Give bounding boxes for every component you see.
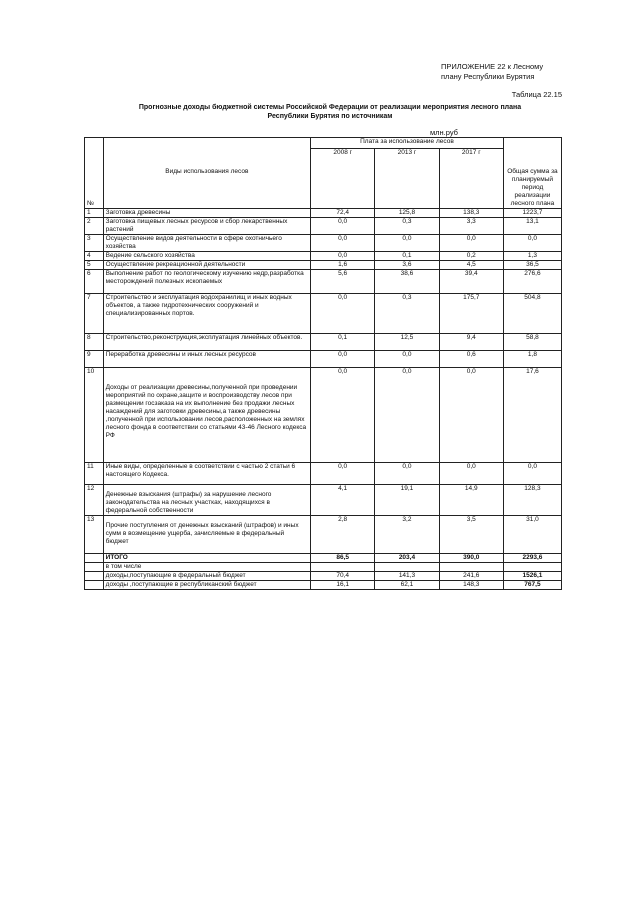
table-row: [85, 485, 562, 516]
empty-cell: [375, 563, 439, 572]
header-total: Общая сумма за планируемый период реализации лесного плана: [503, 138, 561, 209]
title-line-2: Республики Бурятия по источникам: [267, 113, 393, 120]
row-number: 1: [85, 209, 104, 218]
row-name: Денежные взыскания (штрафы) за нарушение лесного законодательства на лесных участках, находящихся в федеральной собственности: [103, 485, 310, 516]
row-value-2013: 12,5: [375, 334, 439, 351]
table-row: [85, 334, 562, 351]
row-value-total: 276,6: [503, 270, 561, 294]
row-value-2017: 0,0: [439, 368, 503, 463]
row-name: Доходы от реализации древесины,полученной при проведении мероприятий по охране,защите и воспроизводству лесов при размещении госзаказа на их выполнение без продажи лесных насаждений для заготовки древесины,а также древесины ,полученной при использовании лесов,расположенных на землях лесного фонда в соответствии со статьями 43-46 Лесного кодекса РФ: [103, 368, 310, 463]
row-name: Заготовка пищевых лесных ресурсов и сбор лекарственных растений: [103, 218, 310, 235]
row-value-2017: 0,0: [439, 235, 503, 252]
row-value-2008: 2,8: [311, 516, 375, 554]
appendix-line-1: ПРИЛОЖЕНИЕ 22 к Лесному: [441, 62, 544, 71]
title-line-1: Прогнозные доходы бюджетной системы Российской Федерации от реализации мероприятия лесного плана: [138, 104, 522, 111]
row-number: 6: [85, 270, 104, 294]
row-name: Переработка древесины и иных лесных ресурсов: [103, 351, 310, 368]
empty-cell: [311, 563, 375, 572]
row-value-2017: 0,0: [439, 463, 503, 485]
row-value-total: 1223,7: [503, 209, 561, 218]
row-value-2013: 141,3: [375, 572, 439, 581]
table-row: [85, 252, 562, 261]
row-name: Ведение сельского хозяйства: [103, 252, 310, 261]
row-value-2013: 0,0: [375, 368, 439, 463]
row-number-empty: [85, 554, 104, 563]
total-row: [85, 554, 562, 563]
row-number: 9: [85, 351, 104, 368]
row-value-total: 58,8: [503, 334, 561, 351]
row-value-2013: 0,0: [375, 351, 439, 368]
row-number: 13: [85, 516, 104, 554]
row-value-2008: 0,0: [311, 351, 375, 368]
row-value-2017: 14,9: [439, 485, 503, 516]
row-number: 3: [85, 235, 104, 252]
row-value-2017: 390,0: [439, 554, 503, 563]
appendix-line-2: плану Республики Бурятия: [441, 72, 535, 81]
row-name: Выполнение работ по геологическому изучению недр,разработка месторождений полезных ископаемых: [103, 270, 310, 294]
row-number-empty: [85, 572, 104, 581]
row-number: 5: [85, 261, 104, 270]
row-value-total: 1,3: [503, 252, 561, 261]
row-value-total: 0,0: [503, 235, 561, 252]
row-value-2013: 38,6: [375, 270, 439, 294]
row-value-2013: 19,1: [375, 485, 439, 516]
table-row: [85, 351, 562, 368]
row-value-2013: 3,2: [375, 516, 439, 554]
row-value-2017: 4,5: [439, 261, 503, 270]
row-name: Иные виды, определенные в соответствии с частью 2 статьи 6 настоящего Кодекса.: [103, 463, 310, 485]
row-name: Осуществление рекреационной деятельности: [103, 261, 310, 270]
table-row: [85, 261, 562, 270]
document-title: [100, 103, 560, 121]
table-number: Таблица 22.15: [511, 90, 562, 99]
row-value-2008: 16,1: [311, 581, 375, 590]
row-value-2013: 0,0: [375, 235, 439, 252]
row-value-total: 1526,1: [503, 572, 561, 581]
revenue-table: [84, 137, 562, 590]
table-row: [85, 463, 562, 485]
table-row: [85, 368, 562, 463]
row-value-2017: 3,5: [439, 516, 503, 554]
federal-budget-row: [85, 572, 562, 581]
row-value-total: 128,3: [503, 485, 561, 516]
row-value-2008: 4,1: [311, 485, 375, 516]
row-value-2013: 0,0: [375, 463, 439, 485]
unit-label: млн.руб: [430, 128, 458, 137]
row-value-total: 0,0: [503, 463, 561, 485]
row-value-2013: 3,6: [375, 261, 439, 270]
row-value-2017: 241,6: [439, 572, 503, 581]
revenue-table-body: [85, 138, 562, 590]
row-value-2013: 0,1: [375, 252, 439, 261]
row-value-2008: 0,0: [311, 463, 375, 485]
empty-cell: [439, 563, 503, 572]
row-number: 12: [85, 485, 104, 516]
row-number-empty: [85, 581, 104, 590]
row-name: Строительство и эксплуатация водохранилищ и иных водных объектов, а также гидротехнических сооружений и специализированных портов.: [103, 294, 310, 334]
row-value-2008: 0,0: [311, 368, 375, 463]
header-year-2: 2013 г: [375, 149, 439, 209]
row-value-2017: 138,3: [439, 209, 503, 218]
republic-budget-row: [85, 581, 562, 590]
row-value-total: 767,5: [503, 581, 561, 590]
row-value-2017: 0,6: [439, 351, 503, 368]
table-row: [85, 218, 562, 235]
row-value-2013: 62,1: [375, 581, 439, 590]
row-name: Заготовка древесины: [103, 209, 310, 218]
row-value-2017: 175,7: [439, 294, 503, 334]
header-row-1: [85, 138, 562, 149]
row-value-total: 504,8: [503, 294, 561, 334]
row-name: Строительство,реконструкция,эксплуатация линейных объектов.: [103, 334, 310, 351]
row-value-total: 17,6: [503, 368, 561, 463]
row-number-empty: [85, 563, 104, 572]
row-value-2008: 86,5: [311, 554, 375, 563]
row-name: доходы ,поступающие в республиканский бюджет: [103, 581, 310, 590]
row-value-2008: 0,0: [311, 218, 375, 235]
row-name: Осуществление видов деятельности в сфере охотничьего хозяйства: [103, 235, 310, 252]
header-year-3: 2017 г: [439, 149, 503, 209]
appendix-caption: [441, 62, 543, 82]
row-value-total: 13,1: [503, 218, 561, 235]
including-row: [85, 563, 562, 572]
row-name: Прочие поступления от денежных взысканий (штрафов) и иных сумм в возмещение ущерба, зачисляемые в федеральный бюджет: [103, 516, 310, 554]
row-value-2013: 0,3: [375, 218, 439, 235]
row-number: 8: [85, 334, 104, 351]
table-row: [85, 235, 562, 252]
row-name: доходы,поступающие в федеральный бюджет: [103, 572, 310, 581]
row-value-2008: 1,6: [311, 261, 375, 270]
row-number: 11: [85, 463, 104, 485]
row-name: ИТОГО: [103, 554, 310, 563]
row-value-2008: 0,0: [311, 252, 375, 261]
table-row: [85, 516, 562, 554]
row-value-2013: 125,8: [375, 209, 439, 218]
header-name: Виды использования лесов: [103, 138, 310, 209]
row-value-2017: 9,4: [439, 334, 503, 351]
header-group: Плата за использование лесов: [311, 138, 504, 149]
table-row: [85, 294, 562, 334]
row-value-total: 1,8: [503, 351, 561, 368]
empty-cell: [503, 563, 561, 572]
table-row: [85, 209, 562, 218]
row-value-2008: 70,4: [311, 572, 375, 581]
row-value-2008: 72,4: [311, 209, 375, 218]
row-value-2008: 0,0: [311, 294, 375, 334]
row-number: 7: [85, 294, 104, 334]
row-value-total: 31,0: [503, 516, 561, 554]
table-row: [85, 270, 562, 294]
row-value-2017: 148,3: [439, 581, 503, 590]
row-value-2017: 3,3: [439, 218, 503, 235]
row-value-2008: 0,0: [311, 235, 375, 252]
row-number: 2: [85, 218, 104, 235]
row-value-2008: 5,6: [311, 270, 375, 294]
row-number: 4: [85, 252, 104, 261]
row-value-total: 36,5: [503, 261, 561, 270]
row-number: 10: [85, 368, 104, 463]
header-no: №: [85, 138, 104, 209]
header-year-1: 2008 г: [311, 149, 375, 209]
including-label: в том числе: [103, 563, 310, 572]
row-value-2013: 203,4: [375, 554, 439, 563]
row-value-2017: 0,2: [439, 252, 503, 261]
row-value-2017: 39,4: [439, 270, 503, 294]
row-value-2013: 0,3: [375, 294, 439, 334]
row-value-total: 2293,6: [503, 554, 561, 563]
row-value-2008: 0,1: [311, 334, 375, 351]
